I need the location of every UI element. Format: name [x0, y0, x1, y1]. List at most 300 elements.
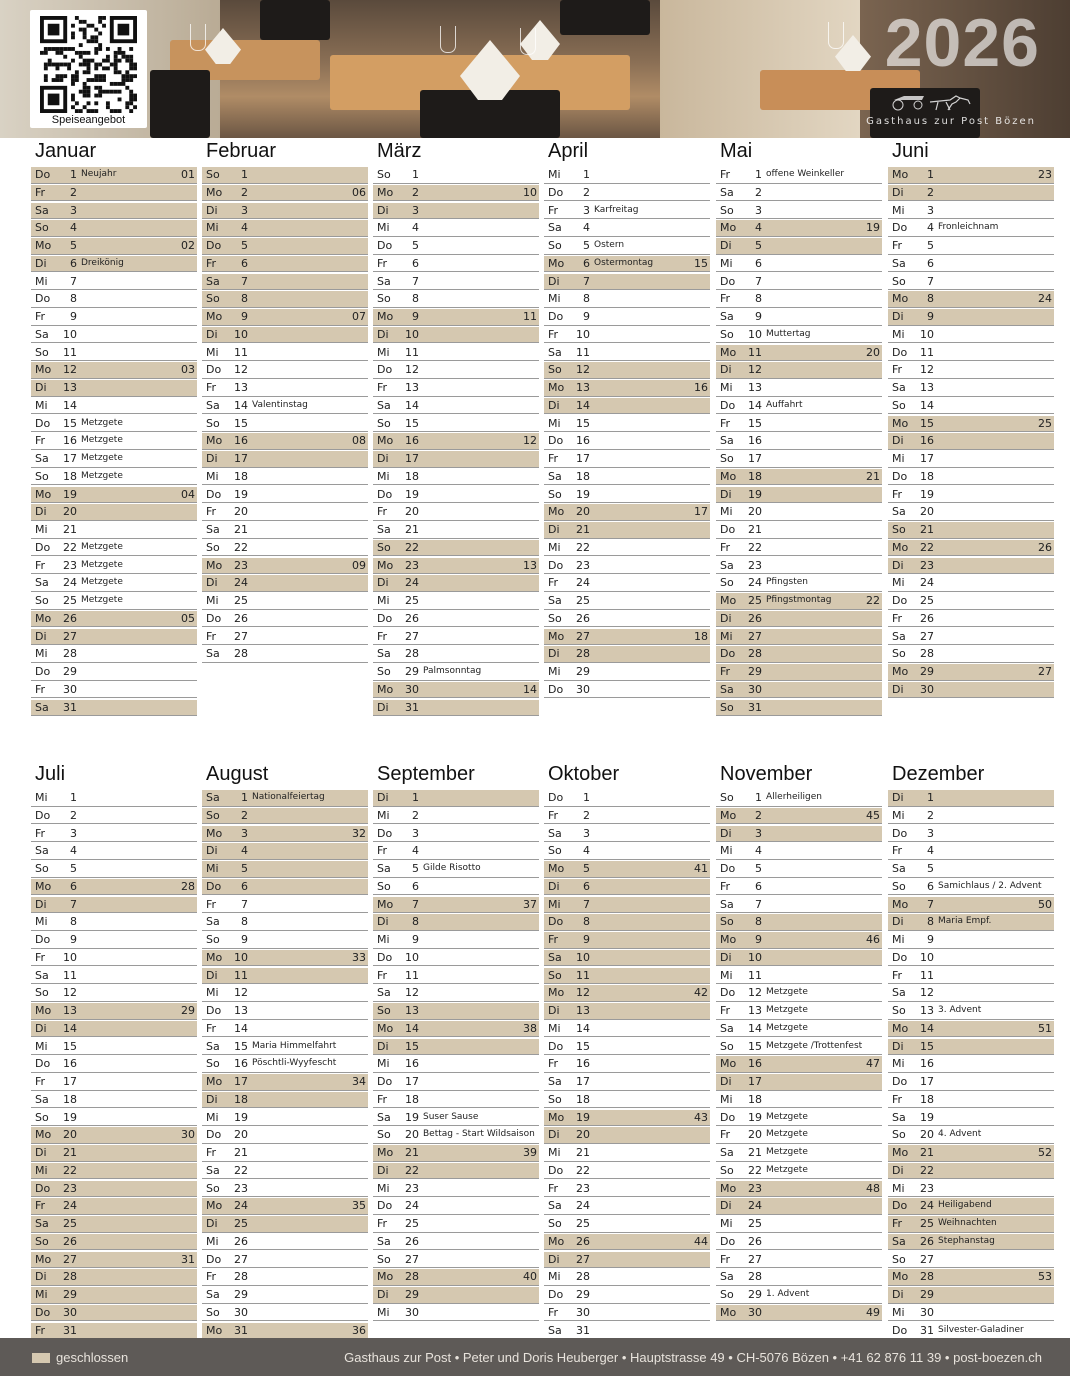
- day-row: [888, 1252, 1054, 1269]
- day-number: 20: [748, 1128, 762, 1142]
- day-number: 23: [63, 1181, 77, 1195]
- day-row: [202, 220, 368, 237]
- weekday: Mi: [206, 1234, 219, 1248]
- day-row: [202, 1198, 368, 1215]
- weekday: Do: [35, 540, 51, 554]
- day-number: 25: [405, 594, 419, 607]
- weekday: Mi: [720, 1217, 733, 1230]
- weekday: Mi: [377, 808, 390, 822]
- weekday: So: [548, 1092, 562, 1106]
- day-number: 30: [748, 1305, 762, 1319]
- day-number: 5: [927, 239, 934, 252]
- day-number: 17: [63, 1075, 77, 1088]
- day-number: 12: [920, 986, 934, 1000]
- day-number: 26: [234, 611, 248, 625]
- day-row: [716, 1181, 882, 1198]
- weekday: Mo: [892, 1146, 909, 1159]
- week-number: 11: [523, 310, 537, 323]
- day-number: 8: [583, 292, 590, 306]
- week-number: 02: [181, 239, 195, 252]
- day-number: 8: [927, 915, 934, 929]
- day-number: 10: [576, 327, 590, 341]
- weekday: Do: [206, 1004, 222, 1017]
- day-list: [888, 167, 1054, 700]
- day-row: [544, 1003, 710, 1020]
- day-number: 8: [70, 915, 77, 929]
- weekday: Di: [892, 682, 904, 696]
- day-row: [202, 1127, 368, 1144]
- day-number: 1: [583, 168, 590, 181]
- day-number: 14: [920, 1021, 934, 1035]
- weekday: Mo: [548, 629, 565, 643]
- day-row: [202, 861, 368, 878]
- weekday: So: [548, 487, 562, 501]
- day-row: [31, 1092, 197, 1109]
- week-number: 50: [1038, 897, 1052, 911]
- day-row: [31, 1287, 197, 1304]
- weekday: Mi: [548, 292, 561, 306]
- day-number: 19: [920, 1110, 934, 1124]
- weekday: Di: [206, 452, 218, 465]
- day-note: Metzgete: [81, 470, 123, 481]
- day-row: [202, 1092, 368, 1109]
- day-row: [888, 593, 1054, 610]
- weekday: So: [892, 647, 906, 661]
- weekday: So: [206, 292, 220, 306]
- day-row: [544, 238, 710, 255]
- weekday: Do: [892, 221, 908, 235]
- day-number: 2: [583, 185, 590, 199]
- day-row: [888, 504, 1054, 521]
- day-row: [716, 985, 882, 1002]
- day-row: [888, 1305, 1054, 1322]
- weekday: Mo: [892, 897, 909, 911]
- day-row: [373, 897, 539, 914]
- weekday: Mi: [720, 256, 733, 270]
- day-number: 11: [234, 345, 248, 359]
- day-row: [31, 1021, 197, 1038]
- weekday: Di: [377, 576, 389, 590]
- day-row: [716, 593, 882, 610]
- weekday: Di: [377, 452, 389, 465]
- day-row: [888, 808, 1054, 825]
- weekday: So: [35, 862, 49, 875]
- day-row: [716, 861, 882, 878]
- day-row: [31, 380, 197, 397]
- weekday: Di: [377, 203, 389, 217]
- weekday: Do: [892, 1323, 908, 1337]
- weekday: So: [548, 844, 562, 858]
- weekday: So: [206, 933, 220, 946]
- day-number: 9: [927, 933, 934, 946]
- day-row: [544, 362, 710, 379]
- day-row: [716, 1198, 882, 1215]
- day-row: [544, 1056, 710, 1073]
- day-row: [544, 575, 710, 592]
- day-number: 26: [748, 611, 762, 625]
- weekday: So: [548, 968, 562, 982]
- weekday: Do: [548, 791, 564, 804]
- weekday: Mo: [377, 558, 394, 572]
- day-row: [373, 1163, 539, 1180]
- day-row: [544, 1198, 710, 1215]
- weekday: Di: [377, 791, 389, 804]
- day-row: [716, 879, 882, 896]
- day-row: [888, 826, 1054, 843]
- day-row: [888, 380, 1054, 397]
- day-number: 22: [920, 540, 934, 554]
- day-number: 17: [920, 1075, 934, 1088]
- day-row: [202, 1039, 368, 1056]
- day-note: Maria Himmelfahrt: [252, 1040, 337, 1051]
- day-row: [31, 914, 197, 931]
- header-photo: [0, 0, 1070, 138]
- day-note: Metzgete: [81, 435, 123, 446]
- weekday: So: [720, 327, 734, 341]
- day-number: 12: [63, 986, 77, 1000]
- day-row: [716, 808, 882, 825]
- day-number: 15: [920, 416, 934, 430]
- day-number: 3: [755, 203, 762, 217]
- weekday: Sa: [548, 1199, 562, 1213]
- day-row: [544, 220, 710, 237]
- day-number: 24: [920, 576, 934, 590]
- weekday: Mo: [720, 1181, 737, 1195]
- weekday: Do: [35, 292, 51, 306]
- weekday: So: [720, 700, 734, 714]
- weekday: Do: [206, 1128, 222, 1142]
- weekday: Fr: [206, 1270, 217, 1284]
- weekday: Di: [377, 700, 389, 714]
- day-note: Ostern: [594, 240, 625, 250]
- weekday: Mi: [35, 1163, 48, 1177]
- day-row: [716, 433, 882, 450]
- day-number: 24: [234, 1199, 248, 1213]
- day-row: [202, 1305, 368, 1322]
- day-number: 28: [920, 1270, 934, 1284]
- day-number: 18: [234, 469, 248, 483]
- weekday: Do: [892, 1075, 908, 1088]
- day-row: [373, 362, 539, 379]
- weekday: Fr: [206, 505, 217, 519]
- weekday: Mi: [206, 469, 219, 483]
- day-number: 4: [927, 221, 934, 235]
- weekday: Fr: [35, 558, 46, 572]
- weekday: Sa: [377, 1110, 391, 1124]
- day-row: [202, 611, 368, 628]
- weekday: Fr: [720, 665, 731, 678]
- legend-label: geschlossen: [56, 1350, 129, 1365]
- week-number: 22: [866, 594, 880, 607]
- weekday: Mo: [206, 434, 223, 448]
- weekday: Mo: [720, 221, 737, 235]
- day-row: [716, 1287, 882, 1304]
- day-row: [373, 238, 539, 255]
- day-number: 21: [405, 1146, 419, 1159]
- weekday: Sa: [892, 256, 906, 270]
- day-row: [544, 167, 710, 184]
- day-row: [888, 1021, 1054, 1038]
- weekday: Di: [548, 523, 560, 536]
- weekday: Di: [892, 915, 904, 929]
- day-row: [373, 398, 539, 415]
- day-number: 26: [63, 611, 77, 625]
- day-number: 25: [234, 594, 248, 607]
- day-row: [373, 1145, 539, 1162]
- day-number: 20: [576, 1128, 590, 1142]
- qr-code[interactable]: [30, 10, 147, 128]
- weekday: Di: [548, 1128, 560, 1142]
- day-row: [373, 522, 539, 539]
- weekday: Di: [720, 611, 732, 625]
- weekday: Do: [548, 915, 564, 929]
- week-number: 06: [352, 185, 366, 199]
- day-row: [888, 327, 1054, 344]
- weekday: Mo: [206, 950, 223, 964]
- day-number: 22: [576, 1163, 590, 1177]
- weekday: Mi: [548, 665, 561, 678]
- weekday: Do: [548, 1163, 564, 1177]
- day-row: [544, 1269, 710, 1286]
- weekday: Di: [892, 791, 904, 804]
- day-number: 21: [63, 1146, 77, 1159]
- day-row: [31, 700, 197, 717]
- weekday: Sa: [720, 434, 734, 448]
- weekday: Sa: [35, 327, 49, 341]
- brand-name: Gasthaus zur Post Bözen: [866, 116, 1036, 127]
- month-title: April: [548, 140, 589, 162]
- weekday: Sa: [892, 629, 906, 643]
- weekday: Fr: [720, 292, 731, 306]
- day-number: 28: [405, 1270, 419, 1284]
- day-number: 18: [920, 1092, 934, 1106]
- day-row: [31, 291, 197, 308]
- weekday: Mo: [377, 1021, 394, 1035]
- day-number: 2: [927, 185, 934, 199]
- day-note: Allerheiligen: [766, 792, 822, 802]
- week-number: 48: [866, 1181, 880, 1195]
- weekday: Fr: [720, 1252, 731, 1266]
- weekday: Do: [892, 950, 908, 964]
- day-number: 19: [63, 1110, 77, 1124]
- day-row: [544, 185, 710, 202]
- weekday: Mo: [892, 1021, 909, 1035]
- week-number: 30: [181, 1128, 195, 1142]
- day-row: [888, 1039, 1054, 1056]
- day-row: [373, 985, 539, 1002]
- day-number: 27: [576, 629, 590, 643]
- weekday: So: [35, 1110, 49, 1124]
- weekday: Mi: [720, 381, 733, 394]
- day-number: 1: [241, 168, 248, 181]
- weekday: Sa: [377, 862, 391, 875]
- day-list: [202, 790, 368, 1340]
- day-number: 8: [583, 915, 590, 929]
- weekday: So: [35, 1234, 49, 1248]
- day-number: 3: [412, 203, 419, 217]
- day-number: 31: [576, 1323, 590, 1337]
- day-number: 13: [63, 381, 77, 394]
- day-number: 27: [576, 1252, 590, 1266]
- day-row: [31, 1039, 197, 1056]
- day-row: [373, 1092, 539, 1109]
- day-number: 26: [920, 611, 934, 625]
- day-number: 28: [63, 1270, 77, 1284]
- day-number: 16: [405, 1057, 419, 1071]
- day-number: 4: [70, 844, 77, 858]
- weekday: Fr: [892, 1217, 903, 1230]
- day-number: 4: [583, 844, 590, 858]
- day-number: 20: [920, 505, 934, 519]
- weekday: Mi: [892, 1305, 905, 1319]
- day-number: 12: [576, 363, 590, 377]
- day-row: [373, 664, 539, 681]
- day-row: [373, 808, 539, 825]
- day-number: 14: [576, 398, 590, 412]
- weekday: Di: [720, 1199, 732, 1213]
- day-row: [31, 274, 197, 291]
- day-number: 21: [234, 1146, 248, 1159]
- day-row: [202, 1287, 368, 1304]
- day-row: [716, 1234, 882, 1251]
- day-number: 5: [241, 862, 248, 875]
- day-number: 3: [70, 203, 77, 217]
- day-row: [31, 1110, 197, 1127]
- day-note: Ostermontag: [594, 257, 654, 268]
- day-row: [544, 664, 710, 681]
- day-row: [373, 1287, 539, 1304]
- weekday: Mi: [377, 933, 390, 946]
- day-row: [888, 185, 1054, 202]
- day-number: 9: [583, 310, 590, 323]
- day-row: [716, 1163, 882, 1180]
- day-note: Metzgete: [81, 541, 123, 552]
- day-row: [716, 1269, 882, 1286]
- day-note: Metzgete /Trottenfest: [766, 1040, 863, 1051]
- day-number: 25: [234, 1217, 248, 1230]
- weekday: Di: [720, 487, 732, 501]
- day-number: 7: [70, 897, 77, 911]
- day-number: 14: [234, 1021, 248, 1035]
- day-row: [202, 540, 368, 557]
- weekday: Mi: [377, 221, 390, 235]
- day-number: 3: [583, 826, 590, 840]
- day-number: 30: [63, 682, 77, 696]
- day-row: [202, 1269, 368, 1286]
- day-number: 11: [920, 968, 934, 982]
- day-row: [544, 914, 710, 931]
- day-row: [888, 220, 1054, 237]
- day-number: 26: [405, 1234, 419, 1248]
- day-number: 3: [70, 826, 77, 840]
- weekday: Di: [548, 398, 560, 412]
- day-row: [31, 522, 197, 539]
- day-number: 6: [70, 256, 77, 270]
- day-row: [31, 433, 197, 450]
- weekday: Mi: [206, 986, 219, 1000]
- day-number: 13: [920, 381, 934, 394]
- month-title: März: [377, 140, 422, 162]
- week-number: 17: [694, 505, 708, 519]
- weekday: Mo: [548, 505, 565, 519]
- weekday: Do: [35, 1181, 51, 1195]
- day-number: 25: [576, 1217, 590, 1230]
- weekday: So: [548, 239, 562, 252]
- day-note: Metzgete: [766, 1164, 808, 1175]
- day-number: 27: [920, 629, 934, 643]
- day-row: [202, 558, 368, 575]
- day-row: [544, 1234, 710, 1251]
- weekday: Do: [548, 558, 564, 572]
- day-number: 8: [927, 292, 934, 306]
- day-row: [373, 327, 539, 344]
- day-row: [31, 646, 197, 663]
- day-number: 2: [241, 185, 248, 199]
- weekday: So: [377, 1252, 391, 1266]
- day-row: [544, 1092, 710, 1109]
- day-row: [544, 416, 710, 433]
- day-number: 27: [63, 629, 77, 643]
- day-note: Heiligabend: [938, 1200, 992, 1211]
- weekday: Sa: [377, 523, 391, 536]
- day-number: 24: [576, 576, 590, 590]
- day-number: 24: [405, 1199, 419, 1213]
- day-note: Metzgete: [81, 559, 123, 570]
- day-number: 27: [748, 629, 762, 643]
- day-number: 18: [576, 469, 590, 483]
- day-row: [544, 843, 710, 860]
- weekday: Fr: [548, 576, 559, 590]
- weekday: So: [35, 469, 49, 483]
- weekday: Sa: [548, 1323, 562, 1337]
- day-row: [888, 291, 1054, 308]
- day-row: [544, 1110, 710, 1127]
- day-number: 12: [234, 363, 248, 377]
- day-row: [202, 398, 368, 415]
- day-row: [716, 1003, 882, 1020]
- day-number: 6: [241, 256, 248, 270]
- weekday: Fr: [35, 682, 46, 696]
- day-row: [31, 487, 197, 504]
- day-number: 1: [755, 168, 762, 181]
- day-list: [202, 167, 368, 664]
- day-number: 17: [748, 452, 762, 465]
- weekday: So: [720, 791, 734, 804]
- day-row: [31, 664, 197, 681]
- weekday: So: [720, 576, 734, 590]
- weekday: So: [206, 168, 220, 181]
- day-number: 10: [405, 950, 419, 964]
- day-row: [202, 1216, 368, 1233]
- day-number: 19: [405, 1110, 419, 1124]
- day-number: 9: [412, 933, 419, 946]
- day-row: [202, 790, 368, 807]
- weekday: So: [720, 1039, 734, 1053]
- month-title: Mai: [720, 140, 753, 162]
- weekday: Mo: [720, 933, 737, 946]
- day-row: [373, 274, 539, 291]
- day-row: [202, 291, 368, 308]
- weekday: Di: [720, 950, 732, 964]
- week-number: 20: [866, 345, 880, 359]
- day-row: [373, 843, 539, 860]
- day-number: 13: [405, 1004, 419, 1017]
- day-number: 14: [63, 1021, 77, 1035]
- weekday: So: [35, 594, 49, 607]
- day-note: Metzgete: [766, 1005, 808, 1015]
- day-number: 4: [412, 221, 419, 235]
- weekday: Mi: [548, 416, 561, 430]
